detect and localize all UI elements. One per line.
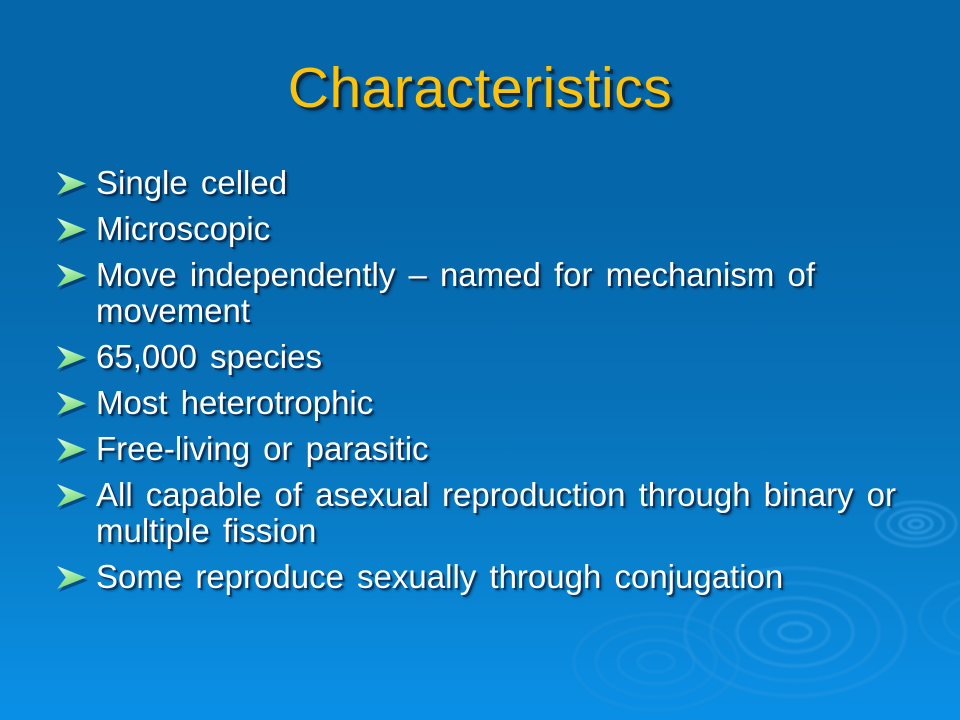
bullet-text: All capable of asexual reproduction through binary or multiple fission bbox=[96, 476, 897, 549]
ripple-edge-icon bbox=[920, 578, 960, 658]
ripple-medium-icon bbox=[574, 614, 738, 710]
bullet-item bbox=[56, 385, 898, 421]
bullet-item bbox=[56, 477, 898, 549]
bullet-text: Free-living or parasitic bbox=[96, 430, 429, 467]
bullet-list bbox=[56, 165, 898, 605]
bullet-text: Some reproduce sexually through conjugation bbox=[96, 558, 784, 595]
arrowhead-bullet-icon bbox=[56, 263, 87, 288]
bullet-item bbox=[56, 559, 898, 595]
bullet-item bbox=[56, 165, 898, 201]
bullet-item bbox=[56, 431, 898, 467]
bullet-item bbox=[56, 339, 898, 375]
arrowhead-bullet-icon bbox=[56, 483, 87, 508]
arrowhead-bullet-icon bbox=[56, 217, 87, 242]
bullet-text: Microscopic bbox=[96, 210, 271, 247]
arrowhead-bullet-icon bbox=[56, 391, 87, 416]
bullet-item bbox=[56, 257, 898, 329]
bullet-text: Most heterotrophic bbox=[96, 384, 374, 421]
slide-title: Characteristics bbox=[287, 56, 673, 120]
bullet-text: Single celled bbox=[96, 164, 288, 201]
arrowhead-bullet-icon bbox=[56, 171, 87, 196]
arrowhead-bullet-icon bbox=[56, 345, 87, 370]
arrowhead-bullet-icon bbox=[56, 437, 87, 462]
bullet-text: Move independently – named for mechanism of movement bbox=[96, 256, 815, 329]
arrowhead-bullet-icon bbox=[56, 565, 87, 590]
bullet-text: 65,000 species bbox=[96, 338, 322, 375]
bullet-item bbox=[56, 211, 898, 247]
